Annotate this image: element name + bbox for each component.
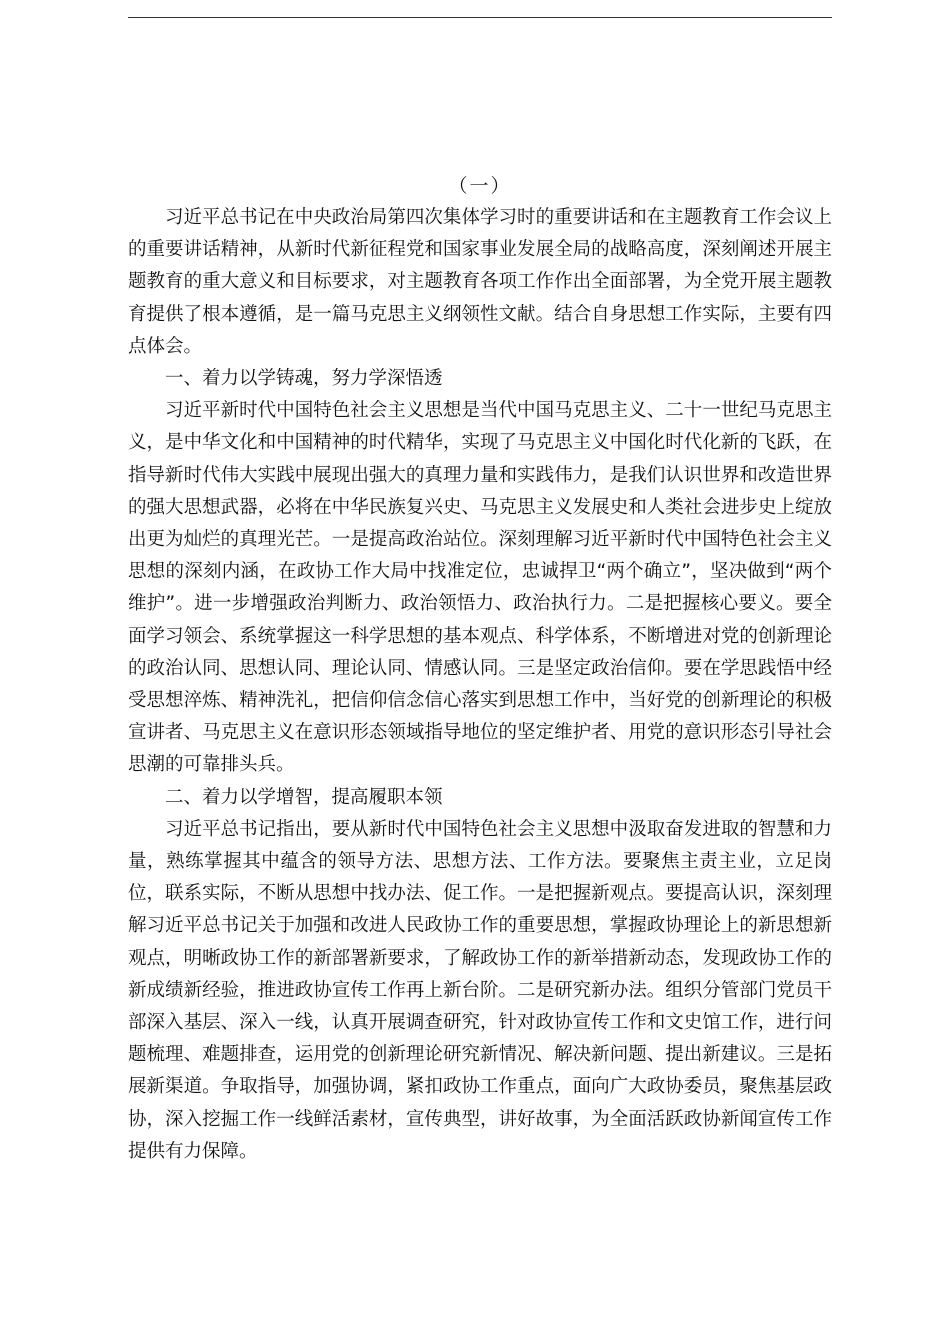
intro-paragraph: 习近平总书记在中央政治局第四次集体学习时的重要讲话和在主题教育工作会议上的重要讲话精神，从新时代新征程党和国家事业发展全局的战略高度，深刻阐述开展主题教育的重大意义和目标要求，对主题教育各项工作作出全面部署，为全党开展主题教育提供了根本遵循，是一篇马克思主义纲领性文献。结合自身思想工作实际，主要有四点体会。: [128, 207, 832, 357]
section-title: （一）: [448, 175, 512, 197]
heading-two: 二、着力以学增智，提高履职本领: [165, 786, 443, 808]
document-body: [128, 171, 832, 1168]
body-paragraph-one: 习近平新时代中国特色社会主义思想是当代中国马克思主义、二十一世纪马克思主义，是中华文化和中国精神的时代精华，实现了马克思主义中国化时代化新的飞跃，在指导新时代伟大实践中展现出强大的真理力量和实践伟力，是我们认识世界和改造世界的强大思想武器，必将在中华民族复兴史、马克思主义发展史和人类社会进步史上绽放出更为灿烂的真理光芒。一是提高政治站位。深刻理解习近平新时代中国特色社会主义思想的深刻内涵，在政协工作大局中找准定位，忠诚捍卫“两个确立”，坚决做到“两个维护”。进一步增强政治判断力、政治领悟力、政治执行力。二是把握核心要义。要全面学习领会、系统掌握这一科学思想的基本观点、科学体系，不断增进对党的创新理论的政治认同、思想认同、理论认同、情感认同。三是坚定政治信仰。要在学思践悟中经受思想淬炼、精神洗礼，把信仰信念信心落实到思想工作中，当好党的创新理论的积极宣讲者、马克思主义在意识形态领域指导地位的坚定维护者、用党的意识形态引导社会思潮的可靠排头兵。: [128, 400, 832, 776]
heading-one: 一、着力以学铸魂，努力学深悟透: [165, 368, 443, 390]
body-paragraph-two: 习近平总书记指出，要从新时代中国特色社会主义思想中汲取奋发进取的智慧和力量，熟练掌握其中蕴含的领导方法、思想方法、工作方法。要聚焦主责主业，立足岗位，联系实际，不断从思想中找办法、促工作。一是把握新观点。要提高认识，深刻理解习近平总书记关于加强和改进人民政协工作的重要思想，掌握政协理论上的新思想新观点，明晰政协工作的新部署新要求，了解政协工作的新举措新动态，发现政协工作的新成绩新经验，推进政协宣传工作再上新台阶。二是研究新办法。组织分管部门党员干部深入基层、深入一线，认真开展调查研究，针对政协宣传工作和文史馆工作，进行问题梳理、难题排查，运用党的创新理论研究新情况、解决新问题、提出新建议。三是拓展新渠道。争取指导，加强协调，紧扣政协工作重点，面向广大政协委员，聚焦基层政协，深入挖掘工作一线鲜活素材，宣传典型，讲好故事，为全面活跃政协新闻宣传工作提供有力保障。: [128, 818, 832, 1162]
header-rule: [128, 17, 832, 18]
